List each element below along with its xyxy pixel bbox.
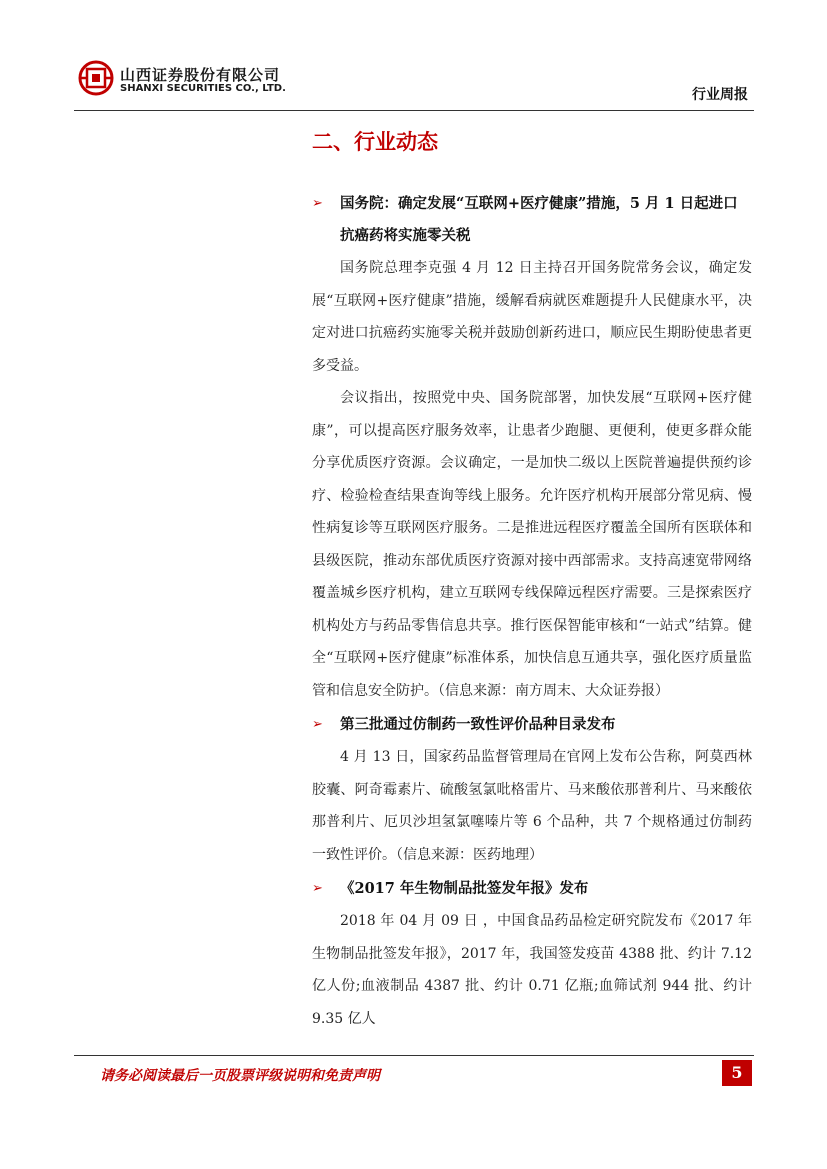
news-paragraph: 国务院总理李克强 4 月 12 日主持召开国务院常务会议，确定发展“互联网+医疗健康”措施，缓解看病就医难题提升人民健康水平，决定对进口抗癌药实施零关税并鼓励创新药进口，顺应民生期盼使患者更多受益。	[312, 260, 752, 374]
news-paragraph: 2018 年 04 月 09 日 ，中国食品药品检定研究院发布《2017 年生物制品批签发年报》，2017 年，我国签发疫苗 4388 批、约计 7.12 亿人份;血液制品 4387 批、约计 0.71 亿瓶;血筛试剂 944 批、约计 9.35 亿人	[312, 913, 752, 1027]
company-name-en: SHANXI SECURITIES CO., LTD.	[120, 83, 286, 94]
arrow-right-icon: ➢	[312, 196, 323, 211]
news-heading	[312, 709, 752, 741]
disclaimer-text: 请务必阅读最后一页股票评级说明和免责声明	[100, 1068, 380, 1084]
report-type-label: 行业周报	[692, 87, 748, 103]
news-heading-text: 《2017 年生物制品批签发年报》发布	[340, 880, 589, 897]
footer-divider	[74, 1055, 754, 1056]
news-heading-text: 第三批通过仿制药一致性评价品种目录发布	[340, 716, 616, 733]
header-divider	[74, 110, 754, 111]
company-name-cn: 山西证券股份有限公司	[120, 66, 281, 84]
news-paragraph: 4 月 13 日，国家药品监督管理局在官网上发布公告称，阿莫西林胶囊、阿奇霉素片、硫酸氢氯吡格雷片、马来酸依那普利片、马来酸依那普利片、厄贝沙坦氢氯噻嗪片等 6 个品种，共 7 个规格通过仿制药一致性评价。（信息来源：医药地理）	[312, 749, 752, 863]
news-heading	[312, 873, 752, 905]
news-paragraph: 会议指出，按照党中央、国务院部署，加快发展“互联网+医疗健康”，可以提高医疗服务效率，让患者少跑腿、更便利，使更多群众能分享优质医疗资源。会议确定，一是加快二级以上医院普遍提供预约诊疗、检验检查结果查询等线上服务。允许医疗机构开展部分常见病、慢性病复诊等互联网医疗服务。二是推进远程医疗覆盖全国所有医联体和县级医院，推动东部优质医疗资源对接中西部需求。支持高速宽带网络覆盖城乡医疗机构，建立互联网专线保障远程医疗需要。三是探索医疗机构处方与药品零售信息共享。推行医保智能审核和“一站式”结算。健全“互联网+医疗健康”标准体系，加快信息互通共享，强化医疗质量监管和信息安全防护。（信息来源：南方周末、大众证券报）	[312, 390, 752, 699]
news-item	[312, 873, 752, 1035]
company-logo	[78, 60, 114, 96]
news-item	[312, 709, 752, 871]
news-heading-text: 国务院：确定发展“互联网+医疗健康”措施，5 月 1 日起进口抗癌药将实施零关税	[340, 195, 738, 244]
page-number: 5	[722, 1060, 752, 1086]
section-title: 二、行业动态	[312, 130, 438, 154]
arrow-right-icon: ➢	[312, 881, 323, 896]
news-list	[312, 188, 752, 1035]
news-item	[312, 188, 752, 707]
page-header	[74, 58, 754, 108]
arrow-right-icon: ➢	[312, 717, 323, 732]
news-heading	[312, 188, 752, 252]
